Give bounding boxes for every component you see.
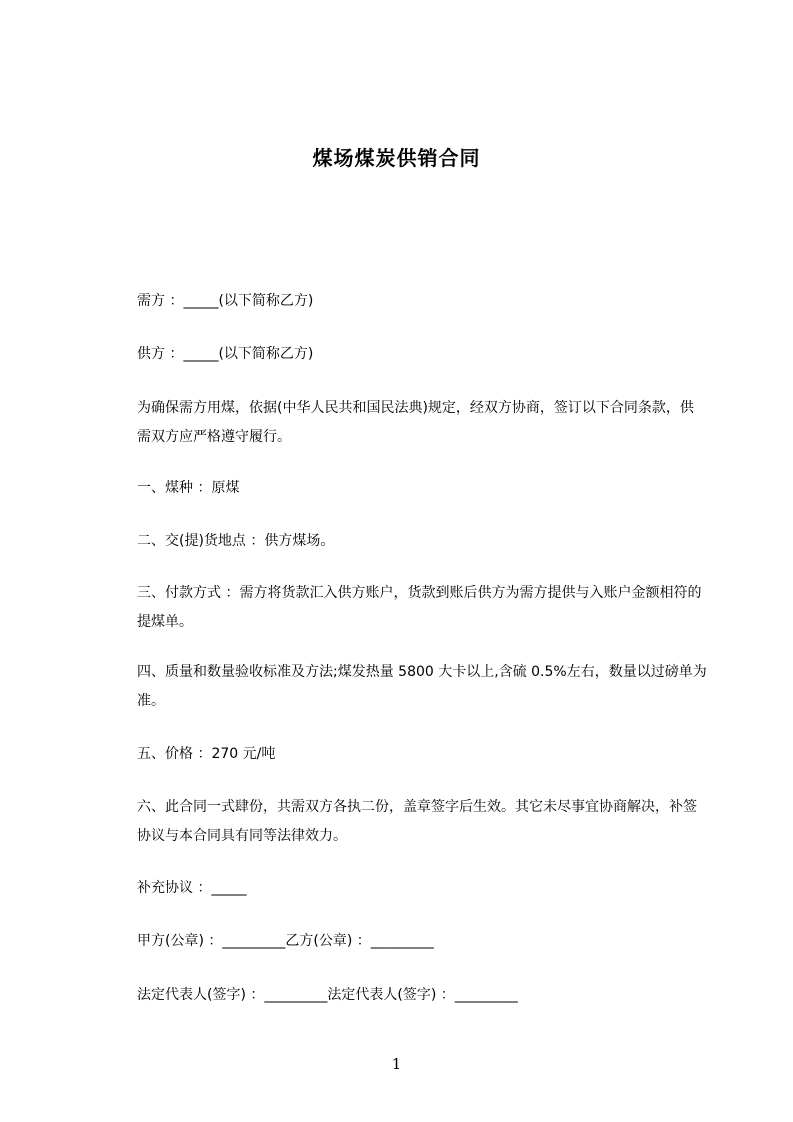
seal-line: 甲方(公章) ：_________乙方(公章) ：_________ — [137, 933, 434, 949]
clause-6-paragraph — [115, 793, 707, 851]
clause-6: 六、此合同一式肆份，共需双方各执二份，盖章签字后生效。其它未尽事宜协商解决，补签协议与本合同具有同等法律效力。 — [137, 799, 697, 844]
clause-3: 三、付款方式 ：需方将货款汇入供方账户，货款到账后供方为需方提供与入账户金额相符的提煤单。 — [137, 585, 702, 630]
clause-4-paragraph — [115, 658, 707, 716]
page-number: 1 — [391, 1055, 402, 1073]
clause-1: 一、煤种 ：原煤 — [137, 480, 240, 496]
clause-2: 二、交(提)货地点 ：供方煤场。 — [137, 533, 335, 549]
clause-3-paragraph — [115, 579, 707, 637]
supply-party-line: 供方 ：_____(以下简称乙方) — [137, 346, 314, 362]
intro-text: 为确保需方用煤，依据(中华人民共和国民法典)规定，经双方协商，签订以下合同条款，供需双方应严格遵守履行。 — [137, 400, 694, 445]
supplement-line: 补充协议 ：_____ — [137, 880, 247, 896]
clause-4: 四、质量和数量验收标准及方法;煤发热量 5800 大卡以上,含硫 0.5%左右，数量以过磅单为准。 — [137, 664, 707, 709]
representative-line: 法定代表人(签字) ：_________法定代表人(签字) ：_________ — [137, 987, 518, 1003]
demand-party-line: 需方 ：_____(以下简称乙方) — [137, 293, 314, 309]
clause-5: 五、价格 ：270 元/吨 — [137, 746, 276, 762]
document-title: 煤场煤炭供销合同 — [312, 146, 481, 170]
intro-paragraph — [115, 394, 707, 452]
